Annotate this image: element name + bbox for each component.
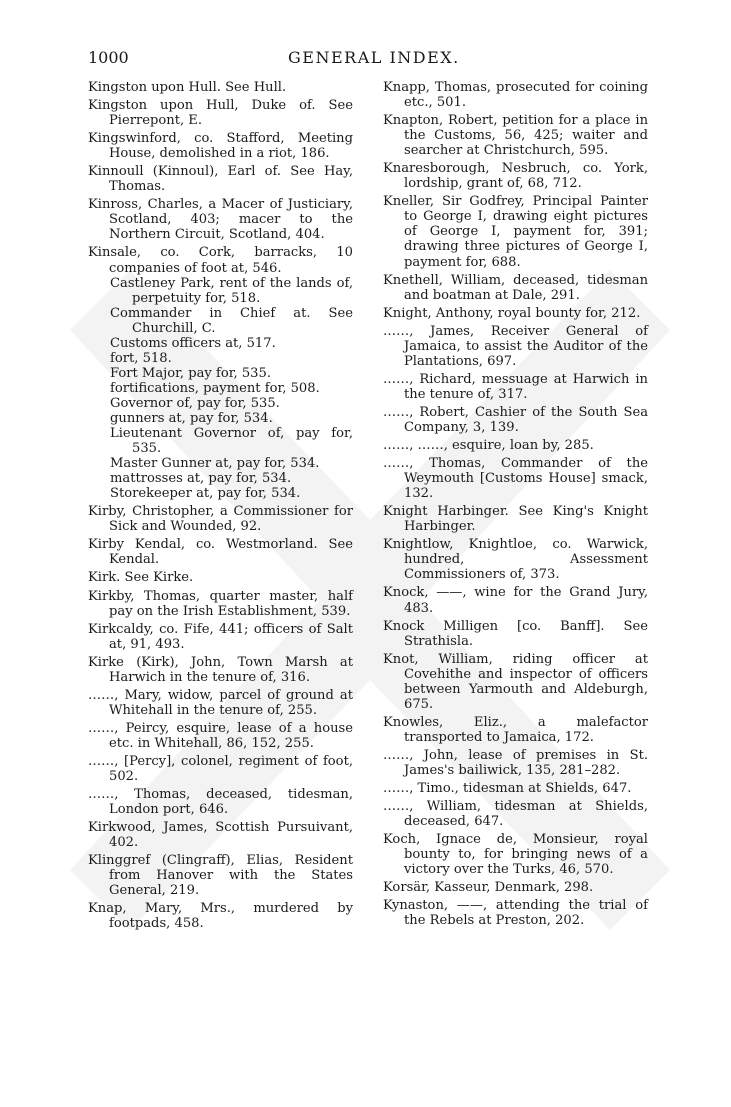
index-entry: Korsär, Kasseur, Denmark, 298. (383, 880, 594, 896)
index-entry: Kirk. See Kirke. (88, 570, 194, 586)
index-subentry: Governor of, pay for, 535. (110, 395, 280, 411)
index-entry: Kynaston, ——, attending the trial of the Rebels at Preston, 202. (383, 898, 648, 929)
index-entry: Knock, ——, wine for the Grand Jury, 483. (383, 585, 648, 616)
running-title: GENERAL INDEX. (288, 48, 460, 67)
index-entry: Knightlow, Knightloe, co. Warwick, hundred, Assessment Commissioners of, 373. (383, 537, 648, 583)
index-subentry: mattrosses at, pay for, 534. (110, 471, 292, 487)
index-column-left (88, 80, 353, 931)
index-entry: Kingswinford, co. Stafford, Meeting House, demolished in a riot, 186. (88, 131, 353, 162)
index-entry: Knock Milligen [co. Banff]. See Strathisla. (383, 618, 648, 649)
index-entry: Kirkby, Thomas, quarter master, half pay on the Irish Establishment, 539. (88, 588, 353, 619)
index-entry: ……, Timo., tidesman at Shields, 647. (383, 781, 632, 797)
index-entry: ……, ……, esquire, loan by, 285. (383, 438, 594, 454)
index-entry: Knight, Anthony, royal bounty for, 212. (383, 305, 641, 321)
index-entry: ……, [Percy], colonel, regiment of foot, 502. (88, 753, 353, 785)
index-subentry: Commander in Chief at. See Churchill, C. (110, 305, 353, 336)
index-entry: ……, Mary, widow, parcel of ground at Whitehall in the tenure of, 255. (88, 687, 353, 718)
index-entry: Kirby, Christopher, a Commissioner for Sick and Wounded, 92. (88, 504, 353, 535)
index-entry: Koch, Ignace de, Monsieur, royal bounty to, for bringing news of a victory over the Turks, 46, 570. (383, 832, 648, 878)
index-subentry: Storekeeper at, pay for, 534. (110, 486, 301, 502)
index-entry: Kirkcaldy, co. Fife, 441; officers of Salt at, 91, 493. (88, 621, 353, 652)
index-entry: Kirkwood, James, Scottish Pursuivant, 402. (88, 820, 353, 851)
index-entry: ……, Richard, messuage at Harwich in the tenure of, 317. (383, 371, 648, 402)
index-subentry: gunners at, pay for, 534. (110, 410, 273, 426)
index-entry: Kirby Kendal, co. Westmorland. See Kendal. (88, 537, 353, 568)
index-subentry: Master Gunner at, pay for, 534. (110, 456, 320, 472)
index-subentry: Customs officers at, 517. (110, 335, 276, 351)
index-entry: Knethell, William, deceased, tidesman and boatman at Dale, 291. (383, 272, 648, 303)
index-entry: Kingston upon Hull, Duke of. See Pierrepont, E. (88, 98, 353, 129)
index-subentry: fort, 518. (110, 350, 172, 366)
page-number: 1000 (88, 48, 129, 67)
index-subentry: Lieutenant Governor of, pay for, 535. (110, 426, 353, 457)
page-header (88, 48, 648, 72)
index-entry: ……, Thomas, Commander of the Weymouth [Customs House] smack, 132. (383, 456, 648, 502)
index-entry: Knap, Mary, Mrs., murdered by footpads, 458. (88, 901, 353, 932)
index-entry: Knapp, Thomas, prosecuted for coining etc., 501. (383, 80, 648, 111)
index-entry: ……, Thomas, deceased, tidesman, London port, 646. (88, 787, 353, 818)
index-entry: ……, James, Receiver General of Jamaica, to assist the Auditor of the Plantations, 697. (383, 323, 648, 369)
index-entry: Klinggref (Clingraff), Elias, Resident from Hanover with the States General, 219. (88, 853, 353, 899)
index-entry: Kingston upon Hull. See Hull. (88, 80, 287, 95)
index-entry: Knight Harbinger. See King's Knight Harbinger. (383, 504, 648, 535)
index-entry: ……, Robert, Cashier of the South Sea Company, 3, 139. (383, 404, 648, 435)
index-entry: Kinsale, co. Cork, barracks, 10 companies of foot at, 546. (88, 245, 353, 276)
index-column-right (383, 80, 648, 928)
index-entry: Kirke (Kirk), John, Town Marsh at Harwich in the tenure of, 316. (88, 654, 353, 685)
index-subentry: fortifications, payment for, 508. (110, 380, 320, 396)
index-entry: Knowles, Eliz., a malefactor transported to Jamaica, 172. (383, 714, 648, 745)
index-entry: ……, William, tidesman at Shields, deceased, 647. (383, 799, 648, 830)
index-entry: Knaresborough, Nesbruch, co. York, lordship, grant of, 68, 712. (383, 161, 648, 192)
index-entry: Kinnoull (Kinnoul), Earl of. See Hay, Thomas. (88, 164, 353, 195)
index-entry: ……, Peircy, esquire, lease of a house etc. in Whitehall, 86, 152, 255. (88, 720, 353, 751)
index-entry: Kneller, Sir Godfrey, Principal Painter to George I, drawing eight pictures of George I, payment for, 391; drawing three pictures of George I, payment for, 688. (383, 194, 648, 270)
index-entry: ……, John, lease of premises in St. James's bailiwick, 135, 281–282. (383, 747, 648, 778)
index-entry: Knot, William, riding officer at Covehithe and inspector of officers between Yarmouth and Aldeburgh, 675. (383, 651, 648, 712)
index-entry: Knapton, Robert, petition for a place in the Customs, 56, 425; waiter and searcher at Christchurch, 595. (383, 113, 648, 159)
index-subentry: Fort Major, pay for, 535. (110, 365, 272, 381)
index-subentry: Castleney Park, rent of the lands of, perpetuity for, 518. (110, 275, 353, 306)
index-entry: Kinross, Charles, a Macer of Justiciary, Scotland, 403; macer to the Northern Circuit, Scotland, 404. (88, 197, 353, 243)
